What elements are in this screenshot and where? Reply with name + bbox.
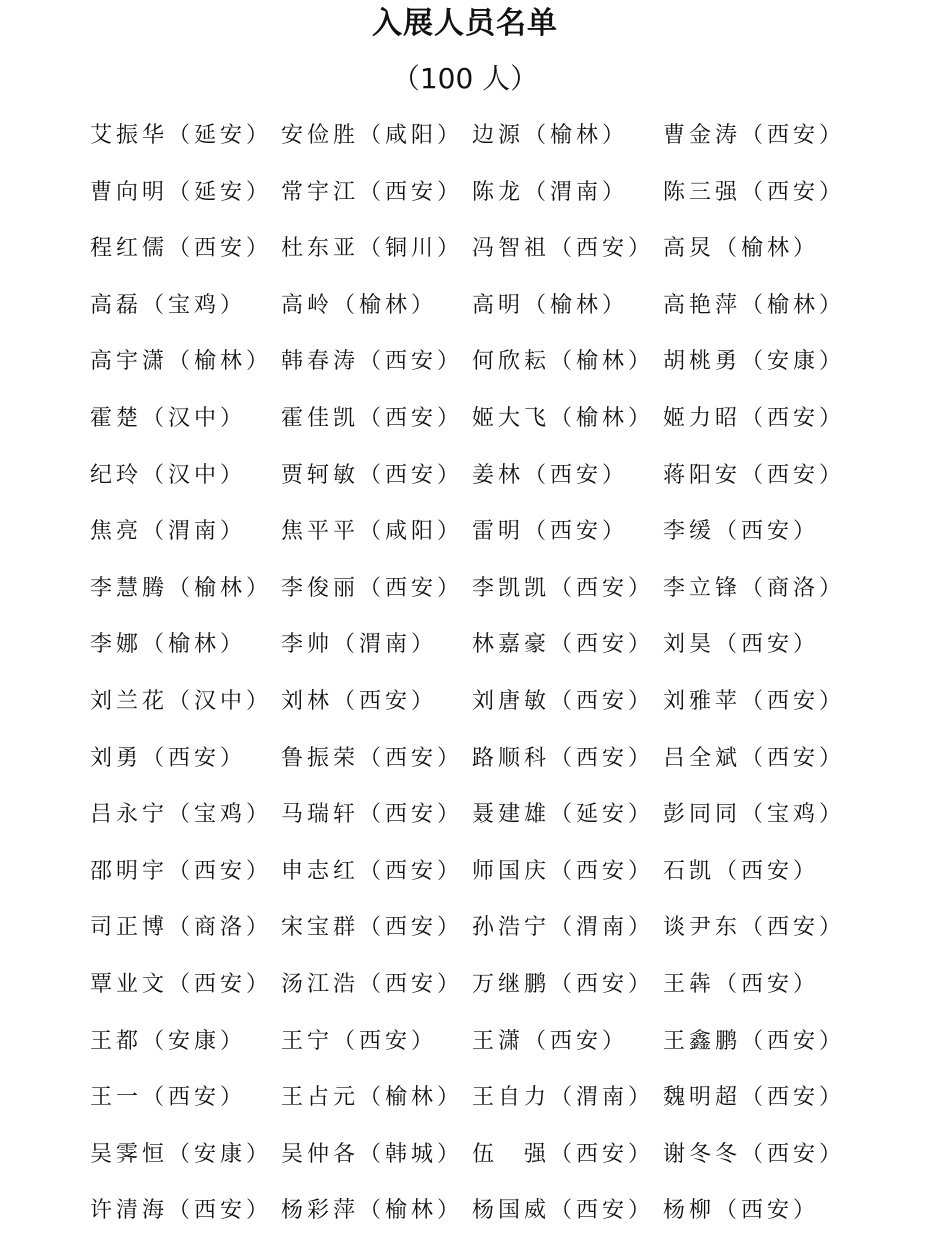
- name-entry: 何欣耘（榆林）: [472, 349, 655, 375]
- name-entry: 陈三强（西安）: [663, 179, 846, 205]
- name-entry: 覃业文（西安）: [90, 971, 273, 997]
- name-entry: 刘兰花（汉中）: [90, 688, 273, 714]
- name-entry: 刘雅苹（西安）: [663, 688, 846, 714]
- name-entry: 李凯凯（西安）: [472, 575, 655, 601]
- name-entry: 高磊（宝鸡）: [90, 292, 247, 318]
- name-entry: 曹金涛（西安）: [663, 123, 846, 148]
- name-entry: 边源（榆林）: [472, 123, 629, 148]
- name-entry: 霍佳凯（西安）: [281, 405, 464, 431]
- name-entry: 鲁振荣（西安）: [281, 745, 464, 771]
- name-entry: 高宇潇（榆林）: [90, 349, 273, 375]
- name-entry: 吕永宁（宝鸡）: [90, 802, 273, 828]
- name-entry: 胡桃勇（安康）: [663, 349, 846, 375]
- name-entry: 高岭（榆林）: [281, 292, 438, 318]
- name-entry: 刘昊（西安）: [663, 632, 820, 658]
- name-entry: 吴霁恒（安康）: [90, 1141, 273, 1167]
- name-entry: 孙浩宁（渭南）: [472, 915, 655, 941]
- name-entry: 程红儒（西安）: [90, 236, 273, 262]
- name-entry: 姜林（西安）: [472, 462, 629, 488]
- name-entry: 刘唐敏（西安）: [472, 688, 655, 714]
- name-entry: 李立锋（商洛）: [663, 575, 846, 601]
- name-list: [90, 116, 880, 1248]
- name-entry: 马瑞轩（西安）: [281, 802, 464, 828]
- name-entry: 李娜（榆林）: [90, 632, 247, 658]
- name-entry: 李帅（渭南）: [281, 632, 438, 658]
- name-entry: 曹向明（延安）: [90, 179, 273, 205]
- name-entry: 杨国威（西安）: [472, 1198, 655, 1224]
- name-entry: 谢冬冬（西安）: [663, 1141, 846, 1167]
- name-entry: 焦平平（咸阳）: [281, 519, 464, 545]
- name-entry: 司正博（商洛）: [90, 915, 273, 941]
- name-entry: 李俊丽（西安）: [281, 575, 464, 601]
- name-entry: 路顺科（西安）: [472, 745, 655, 771]
- name-entry: 纪玲（汉中）: [90, 462, 247, 488]
- name-entry: 彭同同（宝鸡）: [663, 802, 846, 828]
- name-entry: 姬大飞（榆林）: [472, 405, 655, 431]
- name-entry: 伍 强（西安）: [472, 1141, 655, 1167]
- name-entry: 李慧腾（榆林）: [90, 575, 273, 601]
- name-entry: 蒋阳安（西安）: [663, 462, 846, 488]
- name-entry: 刘林（西安）: [281, 688, 438, 714]
- name-entry: 安俭胜（咸阳）: [281, 123, 464, 148]
- name-entry: 王占元（榆林）: [281, 1085, 464, 1111]
- name-entry: 聂建雄（延安）: [472, 802, 655, 828]
- name-entry: 万继鹏（西安）: [472, 971, 655, 997]
- name-entry: 高艳萍（榆林）: [663, 292, 846, 318]
- name-entry: 刘勇（西安）: [90, 745, 247, 771]
- name-entry: 林嘉豪（西安）: [472, 632, 655, 658]
- name-entry: 王都（安康）: [90, 1028, 247, 1054]
- name-entry: 姬力昭（西安）: [663, 405, 846, 431]
- name-entry: 师国庆（西安）: [472, 858, 655, 884]
- name-entry: 吕全斌（西安）: [663, 745, 846, 771]
- name-entry: 王潇（西安）: [472, 1028, 629, 1054]
- name-entry: 谈尹东（西安）: [663, 915, 846, 941]
- name-entry: 宋宝群（西安）: [281, 915, 464, 941]
- name-entry: 魏明超（西安）: [663, 1085, 846, 1111]
- name-entry: 焦亮（渭南）: [90, 519, 247, 545]
- document-subtitle: （100 人）: [391, 62, 539, 95]
- name-entry: 高明（榆林）: [472, 292, 629, 318]
- name-entry: 杜东亚（铜川）: [281, 236, 464, 262]
- name-entry: 王鑫鹏（西安）: [663, 1028, 846, 1054]
- name-entry: 贾轲敏（西安）: [281, 462, 464, 488]
- name-entry: 汤江浩（西安）: [281, 971, 464, 997]
- name-entry: 陈龙（渭南）: [472, 179, 629, 205]
- name-entry: 王自力（渭南）: [472, 1085, 655, 1111]
- name-entry: 王宁（西安）: [281, 1028, 438, 1054]
- name-entry: 艾振华（延安）: [90, 123, 273, 148]
- name-entry: 冯智祖（西安）: [472, 236, 655, 262]
- name-entry: 许清海（西安）: [90, 1198, 273, 1224]
- name-entry: 霍楚（汉中）: [90, 405, 247, 431]
- name-entry: 石凯（西安）: [663, 858, 820, 884]
- name-entry: 常宇江（西安）: [281, 179, 464, 205]
- name-entry: 杨彩萍（榆林）: [281, 1198, 464, 1224]
- name-entry: 申志红（西安）: [281, 858, 464, 884]
- name-entry: 李缓（西安）: [663, 519, 820, 545]
- name-entry: 王犇（西安）: [663, 971, 820, 997]
- name-entry: 王一（西安）: [90, 1085, 247, 1111]
- name-entry: 吴仲各（韩城）: [281, 1141, 464, 1167]
- name-entry: 雷明（西安）: [472, 519, 629, 545]
- name-entry: 高炅（榆林）: [663, 236, 820, 262]
- document-title: 入展人员名单: [372, 6, 558, 41]
- name-entry: 邵明宇（西安）: [90, 858, 273, 884]
- name-entry: 韩春涛（西安）: [281, 349, 464, 375]
- name-entry: 杨柳（西安）: [663, 1198, 820, 1224]
